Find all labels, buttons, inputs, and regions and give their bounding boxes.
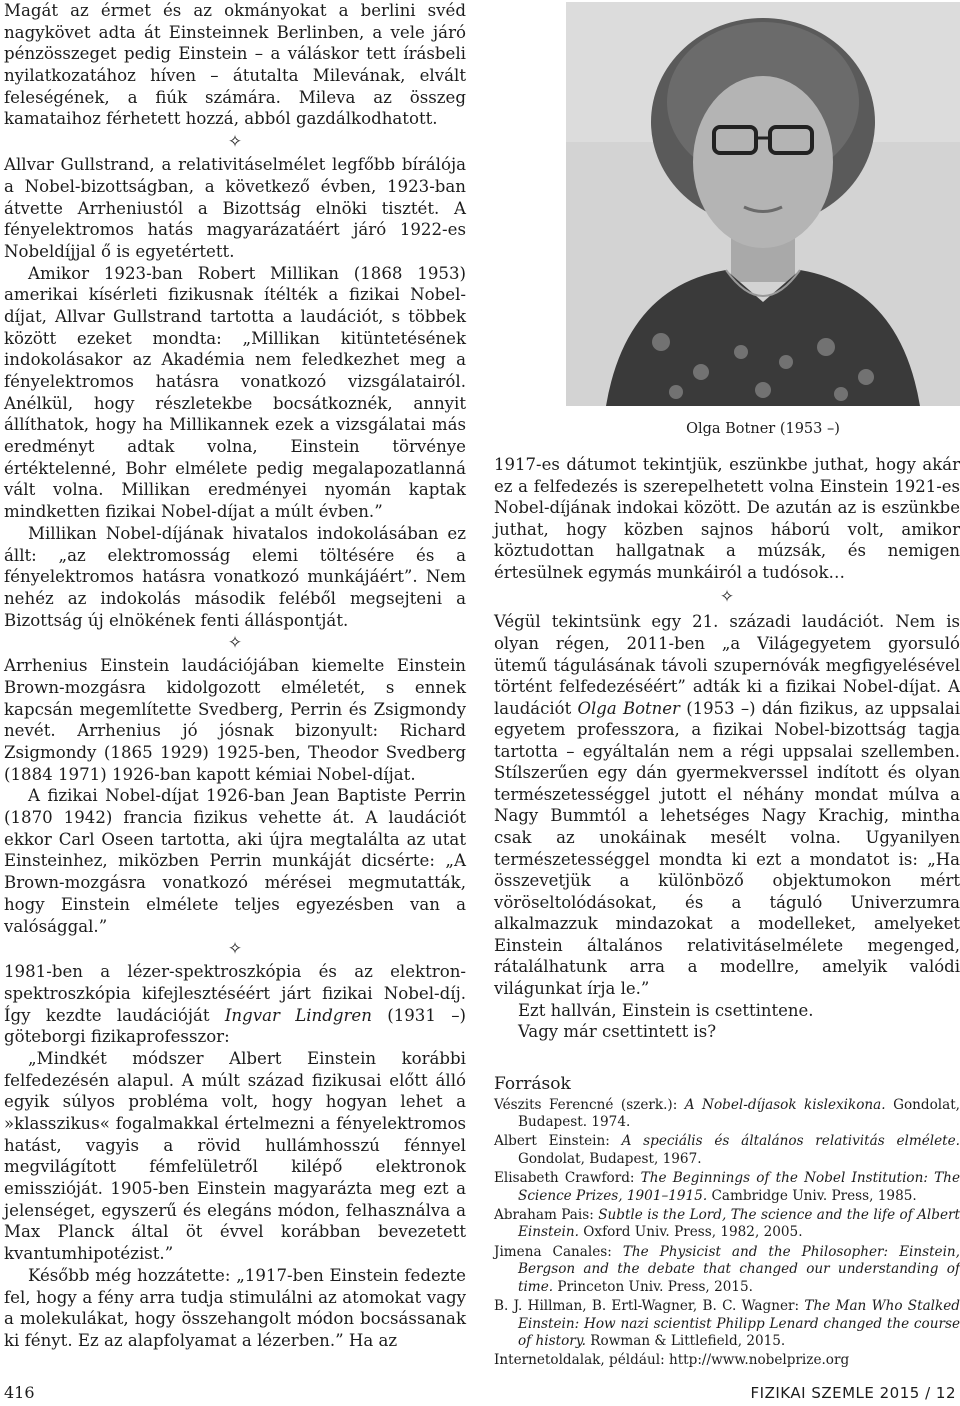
- paragraph: Amikor 1923-ban Robert Millikan (1868 1953) amerikai kísérleti fizikusnak ítélték a fizikai Nobel-díjat, Allvar Gullstrand tartotta a laudációt, s többek között ezeket mondta: „Millikan kitüntetésének indokolásakor az Akadémia nem feledkezhet meg a fényelektromos hatásra vonatkozó vizsgálatairól. Anélkül, hogy részletekbe bocsátkoznék, annyit állíthatok, hogy ha Millikannek ezek a vizsgálatai más eredményt adtak volna, Einstein törvénye értéktelenné, Bohr elmélete pedig megalapozatlanná vált volna. Millikan eredményei nyomán kaptak mindketten fizikai Nobel-díjat a múlt évben.”: [4, 263, 466, 522]
- person-name: Ingvar Lindgren: [224, 1005, 372, 1025]
- paragraph: Millikan Nobel-díjának hivatalos indokolásában ez állt: „az elektromosság elemi töltésére és a fényelektromos hatásra vonatkozó munkájáért”. Nem nehéz az indokolás második feléből megsejteni a Bizottság új elnökének fenti álláspontját.: [4, 523, 466, 630]
- separator-star-icon: ✧: [227, 633, 243, 654]
- quote-paragraph: „Mindkét módszer Albert Einstein korábbi felfedezésén alapul. A múlt század fizikusai előtt álló egyik súlyos probléma volt, hogy hogyan lehet a »klasszikus« fogalmakkal értelmezni a fényelektromos hatást, vagyis a rövid hullámhosszú fénnyel megvilágított fémfelületről kilépő elektronok emisszióját. 1905-ben Einstein magyarázta meg ezt a jelenséget, egyszerű és elegáns módon, felhasználva a Max Planck által öt évvel korábban bevezetett kvantumhipotézist.”: [4, 1048, 466, 1264]
- reference-item: B. J. Hillman, B. Ertl-Wagner, B. C. Wagner: The Man Who Stalked Einstein: How nazi scientist Philipp Lenard changed the course of history. Rowman & Littlefield, 2015.: [494, 1298, 960, 1349]
- separator-star-icon: ✧: [227, 132, 243, 153]
- reference-item: Elisabeth Crawford: The Beginnings of the Nobel Institution: The Science Prizes, 1901–1915. Cambridge Univ. Press, 1985.: [494, 1170, 960, 1204]
- portrait-photo: [566, 2, 960, 406]
- reference-item: Vészits Ferencné (szerk.): A Nobel-díjasok kislexikona. Gondolat, Budapest. 1974.: [494, 1096, 960, 1131]
- page-number: 416: [4, 1383, 35, 1402]
- right-column: [494, 454, 960, 1370]
- reference-url: Internetoldalak, például: http://www.nobelprize.org: [494, 1352, 850, 1369]
- paragraph: Később még hozzátette: „1917-ben Einstein fedezte fel, hogy a fény arra tudja stimulálni az atomokat vagy a molekulákat, hogy összehangolt módon bocsássanak ki fényt. Ez az alapfolyamat a lézerben.” Ha az: [4, 1265, 466, 1350]
- paragraph: A fizikai Nobel-díjat 1926-ban Jean Baptiste Perrin (1870 1942) francia fizikus vehette át. A laudációt ekkor Carl Oseen tartotta, aki újra megtalálta az utat Einsteinhez, miközben Perrin munkáját dicsérte: „A Brown-mozgásra vonatkozó mérései megmutatták, hogy Einstein elmélete teljes egyezésben van a valósággal.”: [4, 786, 466, 936]
- left-column: [4, 0, 466, 1352]
- paragraph: 1981-ben a lézer-spektroszkópia és az elektron-spektroszkópia kifejlesztéséért járt fizikai Nobel-díj. Így kezdte laudációját Ingvar Lindgren (1931 –) göteborgi fizikaprofesszor:: [4, 962, 466, 1047]
- paragraph: Allvar Gullstrand, a relativitáselmélet legfőbb bírálója a Nobel-bizottságban, a következő évben, 1923-ban átvette Arrheniustól a Bizottság elnöki tisztét. A fényelektromos hatás magyarázatáért járó 1922-es Nobeldíjjal ő is egyetértett.: [4, 155, 466, 261]
- sources-heading: Források: [494, 1073, 571, 1094]
- separator-star-icon: ✧: [719, 587, 735, 608]
- paragraph: Magát az érmet és az okmányokat a berlini svéd nagykövet adta át Einsteinnek Berlinben, a vele járó pénzösszeget pedig Einstein – a váláskor tett írásbeli nyilatkozatához híven – átutalta Milevának, elvált feleségének, a fiúk számára. Mileva az összeg kamataihoz férhetett hozzá, abból gazdálkodhatott.: [4, 1, 466, 129]
- paragraph: Arrhenius Einstein laudációjában kiemelte Einstein Brown-mozgásra kidolgozott elméletét, s ennek kapcsán megemlítette Svedberg, Perrin és Zsigmondy nevét. Arrhenius jó jósnak bizonyult: Richard Zsigmondy (1865 1929) 1925-ben, Theodor Svedberg (1884 1971) 1926-ban kapott kémiai Nobel-díjat.: [4, 656, 466, 784]
- journal-name: FIZIKAI SZEMLE 2015 / 12: [750, 1384, 956, 1402]
- photo-caption: Olga Botner (1953 –): [686, 421, 840, 437]
- reference-item: Albert Einstein: A speciális és általános relativitás elmélete. Gondolat, Budapest, 1967.: [494, 1133, 960, 1167]
- separator-star-icon: ✧: [227, 939, 243, 960]
- paragraph: Végül tekintsünk egy 21. századi laudációt. Nem is olyan régen, 2011-ben „a Világegyetem gyorsuló ütemű tágulásának távoli szupernóvák megfigyelésével történt felfedezéséért” adták ki a fizikai Nobel-díjat. A laudációt Olga Botner (1953 –) dán fizikus, az uppsalai egyetem professzora, a fizikai Nobel-bizottság tagja tartotta – egyáltalán nem a régi uppsalai szellemben. Stílszerűen egy dán gyermekverssel indított és olyan természetességgel jutott el néhány mondat múlva a Nagy Bummtól a lehetséges Nagy Krachig, mintha csak az unokáinak mesélt volna. Ugyanilyen természetességgel mondta ki ezt a mondatot is: „Ha összevetjük a különböző objektumokon mért vöröseltolódásokat, és a táguló Univerzumra alkalmazzuk mindazokat a modelleket, amelyeket Einstein általános relativitáselmélete megenged, rátalálhatunk arra a modellre, amelyik valódi világunkat írja le.”: [494, 612, 960, 998]
- reference-item: Jimena Canales: The Physicist and the Philosopher: Einstein, Bergson and the debate that changed our understanding of time. Princeton Univ. Press, 2015.: [494, 1243, 960, 1295]
- paragraph: Ezt hallván, Einstein is csettintene.: [518, 1000, 814, 1020]
- paragraph: 1917-es dátumot tekintjük, eszünkbe juthat, hogy akár ez a felfedezés is szerepelhetett volna Einstein 1921-es Nobel-díjának indokai között. De azután az is eszünkbe juthat, hogy közben sajnos háború volt, amikor köztudottan hallgatnak a múzsák, és nemigen értesülnek egymás munkáiról a tudósok…: [494, 455, 960, 582]
- paragraph: Vagy már csettintett is?: [518, 1022, 717, 1042]
- reference-item: Abraham Pais: Subtle is the Lord, The science and the life of Albert Einstein. Oxford Univ. Press, 1982, 2005.: [494, 1207, 960, 1241]
- reference-list: [494, 1097, 960, 1351]
- person-name: Olga Botner: [577, 698, 680, 718]
- portrait-illustration: [566, 2, 960, 406]
